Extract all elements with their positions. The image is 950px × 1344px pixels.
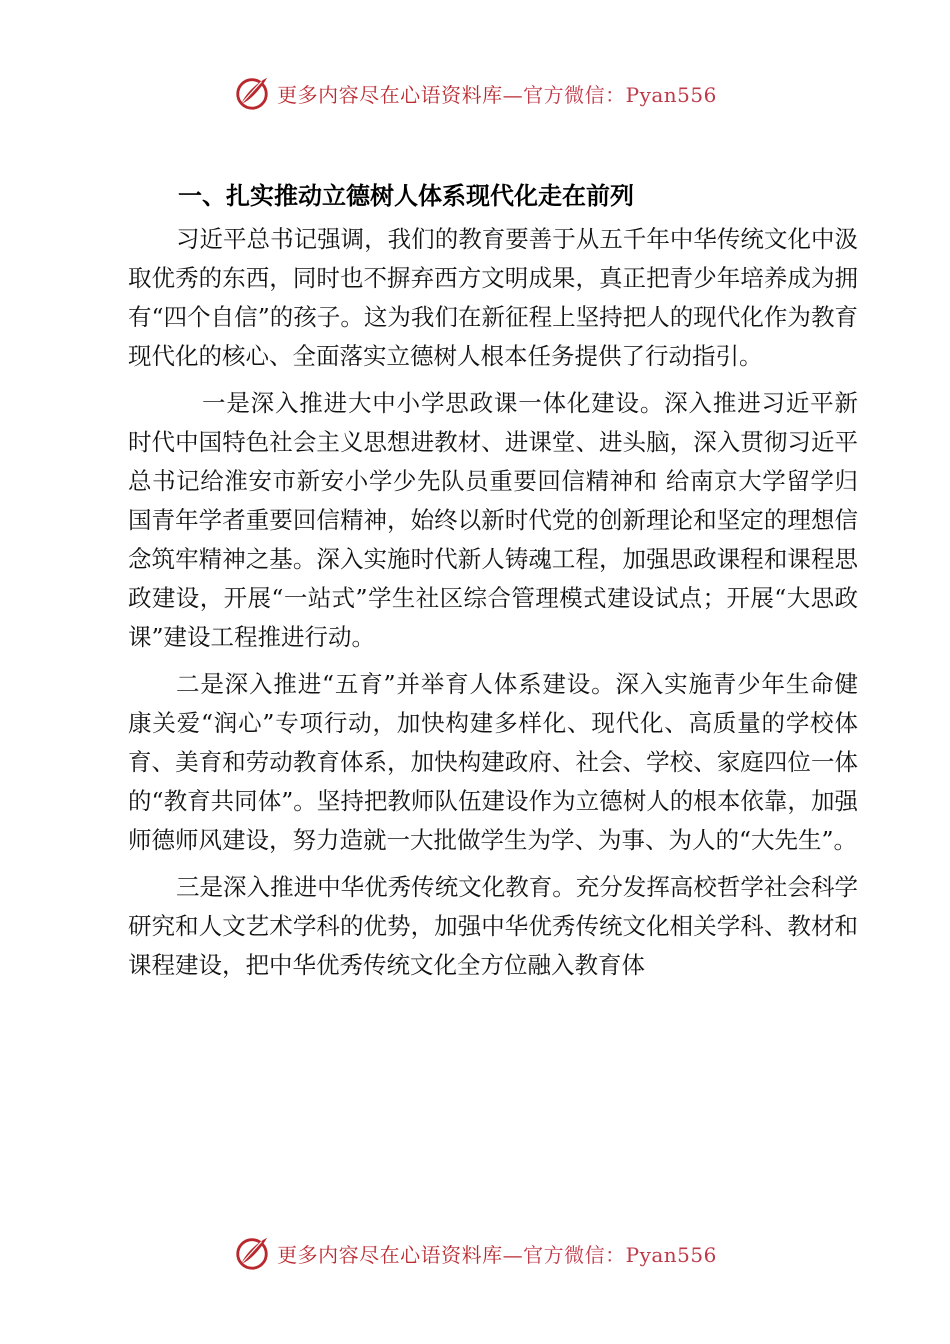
footer-site: 更多内容尽在心语资料库: [277, 1242, 503, 1267]
section-heading: 一、扎实推动立德树人体系现代化走在前列: [178, 182, 634, 210]
paragraph-point-three: 三是深入推进中华优秀传统文化教育。充分发挥高校哲学社会科学研究和人文艺术学科的优势，加强中华优秀传统文化相关学科、教材和课程建设，把中华优秀传统文化全方位融入教育体: [128, 873, 858, 979]
quill-pen-logo-icon: [233, 1234, 271, 1272]
paragraph-point-one: 一是深入推进大中小学思政课一体化建设。深入推进习近平新时代中国特色社会主义思想进教材、进课堂、进头脑，深入贯彻习近平总书记给淮安市新安小学少先队员重要回信精神和 给南京大学留学归国青年学者重要回信精神，始终以新时代党的创新理论和坚定的理想信念筑牢精神之基。深入实施时代新人铸魂工程，加强思政课程和课程思政建设，开展“一站式”学生社区综合管理模式建设试点；开展“大思政课”建设工程推进行动。: [128, 389, 858, 651]
paragraph-intro: 习近平总书记强调，我们的教育要善于从五千年中华传统文化中汲取优秀的东西，同时也不摒弃西方文明成果，真正把青少年培养成为拥有“四个自信”的孩子。这为我们在新征程上坚持把人的现代化作为教育现代化的核心、全面落实立德树人根本任务提供了行动指引。: [128, 225, 858, 370]
footer-contact: 官方微信：Pyan556: [523, 1242, 717, 1267]
header-contact: 官方微信：Pyan556: [523, 82, 717, 107]
header-site: 更多内容尽在心语资料库: [277, 82, 503, 107]
header-text: [277, 79, 717, 108]
footer-text: [277, 1239, 717, 1268]
quill-pen-logo-icon: [233, 74, 271, 112]
header-separator: —: [502, 82, 524, 107]
footer-banner: [0, 1228, 950, 1278]
document-body: [128, 178, 858, 993]
paragraph-point-two: 二是深入推进“五育”并举育人体系建设。深入实施青少年生命健康关爱“润心”专项行动，加快构建多样化、现代化、高质量的学校体育、美育和劳动教育体系，加快构建政府、社会、学校、家庭四位一体的“教育共同体”。坚持把教师队伍建设作为立德树人的根本依靠，加强师德师风建设，努力造就一大批做学生为学、为事、为人的“大先生”。: [128, 670, 858, 854]
header-banner: [0, 68, 950, 118]
footer-separator: —: [502, 1242, 524, 1267]
